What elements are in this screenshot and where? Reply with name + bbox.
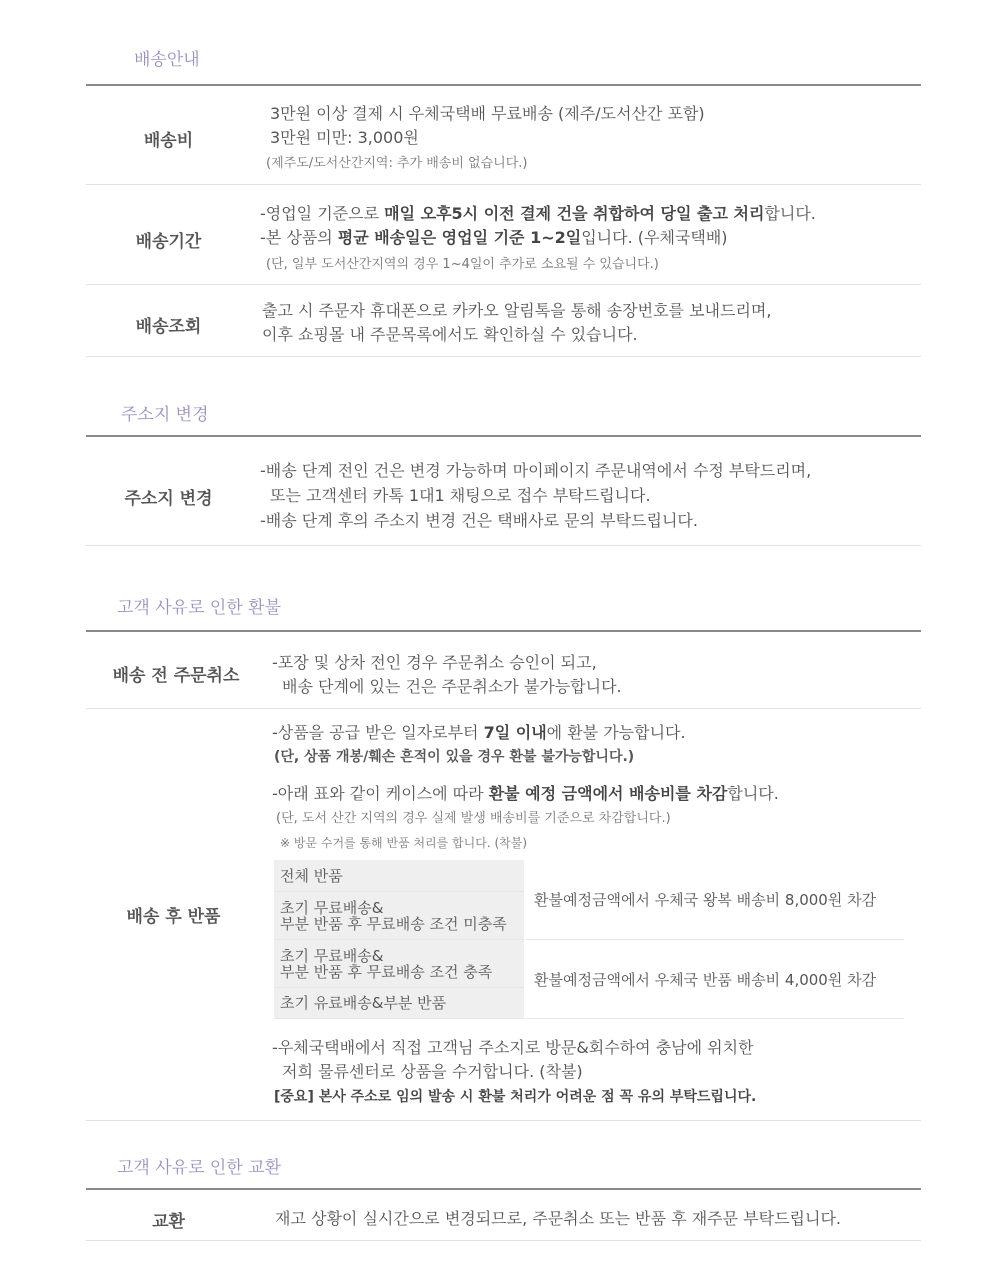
section-title-refund: 고객 사유로 인한 환불 (117, 598, 282, 618)
shipping-fee-line1: 3만원 이상 결제 시 우체국택배 무료배송 (제주/도서산간 포함) (270, 104, 705, 123)
refund-before-label: 배송 전 주문취소 (112, 666, 240, 686)
table-cell: 초기 유료배송&부분 반품 (274, 988, 525, 1019)
divider (86, 184, 921, 185)
divider (86, 435, 921, 437)
divider (86, 356, 921, 357)
address-change-line1: -배송 단계 전인 건은 변경 가능하며 마이페이지 주문내역에서 수정 부탁드리며, (260, 461, 812, 480)
divider (86, 84, 921, 86)
table-cell: 초기 무료배송& 부분 반품 후 무료배송 조건 미충족 (274, 892, 525, 940)
section-title-address: 주소지 변경 (121, 405, 209, 425)
table-row (274, 860, 904, 892)
shipping-tracking-label: 배송조회 (135, 317, 202, 337)
divider (86, 1240, 921, 1241)
divider (86, 1188, 921, 1190)
refund-after-p3-line2: 저희 물류센터로 상품을 수거합니다. (착불) (282, 1062, 583, 1081)
shipping-period-line1: -영업일 기준으로 매일 오후5시 이전 결제 건을 취합하여 당일 출고 처리합니다. (260, 204, 816, 223)
refund-after-p1-note: (단, 상품 개봉/훼손 흔적이 있을 경우 환불 불가능합니다.) (274, 749, 635, 765)
divider (86, 284, 921, 285)
refund-before-line2: 배송 단계에 있는 건은 주문취소가 불가능합니다. (282, 677, 622, 696)
table-cell: 전체 반품 (274, 860, 525, 892)
shipping-period-line2: -본 상품의 평균 배송일은 영업일 기준 1~2일입니다. (우체국택배) (260, 228, 728, 247)
refund-deduction-table (274, 860, 904, 1019)
refund-before-line1: -포장 및 상차 전인 경우 주문취소 승인이 되고, (272, 653, 597, 672)
table-cell: 환불예정금액에서 우체국 반품 배송비 4,000원 차감 (525, 940, 904, 1019)
divider (86, 1120, 921, 1121)
section-title-exchange: 고객 사유로 인한 교환 (117, 1158, 282, 1178)
refund-after-p3-line1: -우체국택배에서 직접 고객님 주소지로 방문&회수하여 충남에 위치한 (272, 1038, 754, 1057)
table-cell: 초기 무료배송& 부분 반품 후 무료배송 조건 충족 (274, 940, 525, 988)
table-cell: 환불예정금액에서 우체국 왕복 배송비 8,000원 차감 (525, 860, 904, 940)
shipping-tracking-line2: 이후 쇼핑몰 내 주문목록에서도 확인하실 수 있습니다. (262, 325, 638, 344)
shipping-fee-line2: 3만원 미만: 3,000원 (270, 128, 419, 147)
divider (86, 708, 921, 709)
shipping-fee-note: (제주도/도서산간지역: 추가 배송비 없습니다.) (266, 156, 528, 171)
refund-after-p2-note2: ※ 방문 수거를 통해 반품 처리를 합니다. (착불) (280, 836, 527, 850)
refund-after-important: [중요] 본사 주소로 임의 발송 시 환불 처리가 어려운 점 꼭 유의 부탁드립니다. (274, 1089, 757, 1105)
section-title-shipping: 배송안내 (134, 50, 200, 70)
divider (86, 630, 921, 632)
refund-after-label: 배송 후 반품 (126, 907, 221, 927)
shipping-period-label: 배송기간 (135, 232, 202, 252)
exchange-line1: 재고 상황이 실시간으로 변경되므로, 주문취소 또는 반품 후 재주문 부탁드립니다. (275, 1209, 841, 1228)
address-change-label: 주소지 변경 (124, 489, 213, 509)
address-change-line3: -배송 단계 후의 주소지 변경 건은 택배사로 문의 부탁드립니다. (260, 511, 698, 530)
shipping-fee-label: 배송비 (143, 131, 194, 151)
table-row (274, 940, 904, 988)
divider (86, 545, 921, 546)
shipping-tracking-line1: 출고 시 주문자 휴대폰으로 카카오 알림톡을 통해 송장번호를 보내드리며, (262, 301, 772, 320)
refund-after-p2-note: (단, 도서 산간 지역의 경우 실제 발생 배송비를 기준으로 차감합니다.) (276, 811, 671, 826)
refund-after-p1: -상품을 공급 받은 일자로부터 7일 이내에 환불 가능합니다. (272, 723, 686, 742)
refund-after-p2: -아래 표와 같이 케이스에 따라 환불 예정 금액에서 배송비를 차감합니다. (272, 784, 779, 803)
address-change-line2: 또는 고객센터 카톡 1대1 채팅으로 접수 부탁드립니다. (270, 486, 651, 505)
shipping-period-note: (단, 일부 도서산간지역의 경우 1~4일이 추가로 소요될 수 있습니다.) (266, 257, 659, 272)
exchange-label: 교환 (152, 1212, 185, 1232)
